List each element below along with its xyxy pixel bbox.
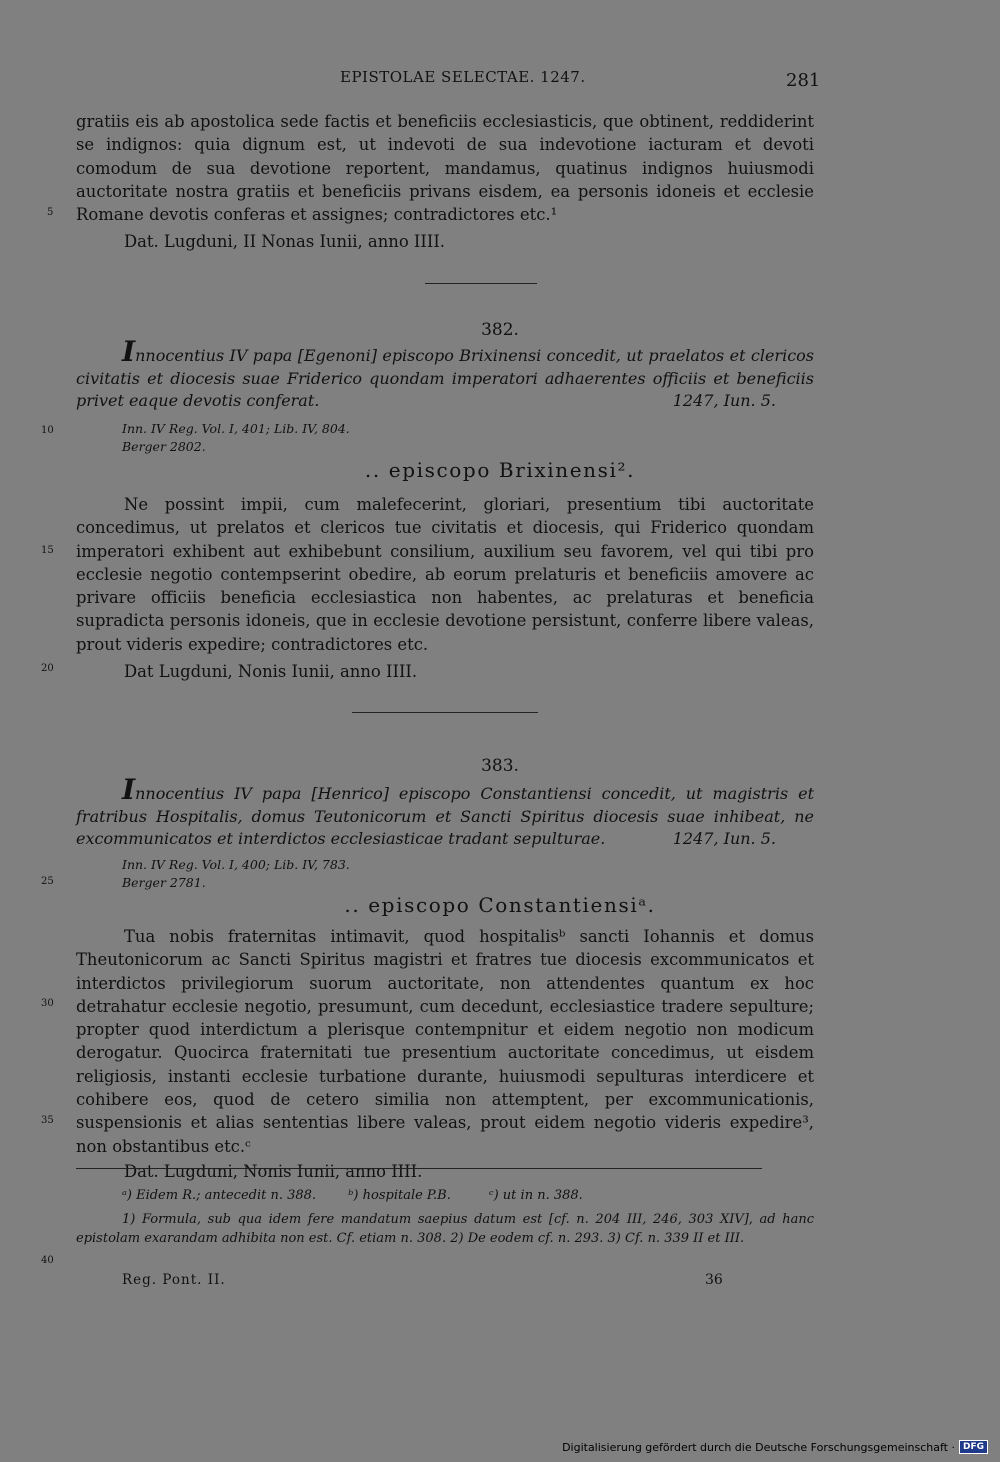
footnote-rule <box>76 1168 762 1169</box>
line-number: 15 <box>41 545 54 556</box>
footnote-a: ᵃ) Eidem R.; antecedit n. 388. <box>122 1188 317 1203</box>
doc-382-sources <box>122 420 350 456</box>
letter-notes <box>122 1186 814 1205</box>
line-number: 10 <box>41 425 54 436</box>
doc-383-number: 383. <box>481 756 519 776</box>
opening-paragraph-block <box>76 110 814 254</box>
doc-382-summary-initial: I <box>122 335 136 368</box>
footnote-b: ᵇ) hospitale P.B. <box>348 1188 451 1203</box>
line-number: 5 <box>47 207 54 218</box>
footnotes <box>76 1186 814 1248</box>
doc-382-summary <box>76 335 814 413</box>
doc-383-body-block <box>76 925 814 1183</box>
doc-383-dating: Dat. Lugduni, Nonis Iunii, anno IIII. <box>124 1161 423 1181</box>
doc-383-summary-initial: I <box>122 773 136 806</box>
footer-signature: 36 <box>705 1272 723 1288</box>
line-number: 25 <box>41 876 54 887</box>
doc-383-body: Tua nobis fraternitas intimavit, quod hospitalisᵇ sancti Iohannis et domus Theutonicorum ac Sancti Spiritus magistri et fratres tue diocesis excommunicatos et interdictos privilegiorum suorum auctoritate, non attendentes quantum ex hoc detrahatur ecclesie negotio, presumunt, cum decedunt, ecclesiastice tradere sepulture; propter quod interdictum a plerisque contempnitur et eidem negotio non modicum derogatur. Quocirca fraternitati tue presentium auctoritate concedimus, ut eisdem religiosis, instanti ecclesie turbatione durante, huiusmodi sepulturas interdicere et cohibere eos, quod de cetero similia non attemptent, per excommunicationis, suspensionis et alias sententias libere valeas, prout eidem negotio videris expedire³, non obstantibus etc.ᶜ <box>76 927 814 1156</box>
separator-rule <box>425 283 537 284</box>
dfg-credit <box>562 1440 988 1454</box>
footnote-c: ᶜ) ut in n. 388. <box>489 1188 583 1203</box>
dfg-logo-icon: DFG <box>959 1440 988 1454</box>
doc-383-summary <box>76 773 814 851</box>
opening-dating: Dat. Lugduni, II Nonas Iunii, anno IIII. <box>124 232 446 252</box>
doc-382-number: 382. <box>481 320 519 340</box>
doc-383-source-berger: Berger 2781. <box>122 875 206 890</box>
doc-383-sources <box>122 856 350 892</box>
line-number: 40 <box>41 1255 54 1266</box>
doc-383-address: .. episcopo Constantiensiᵃ. <box>344 893 656 917</box>
numbered-notes: 1) Formula, sub qua idem fere mandatum saepius datum est [cf. n. 204 III, 246, 303 XIV], ad hanc epistolam exarandam adhibita non est. Cf. etiam n. 308. 2) De eodem cf. n. 293. 3) Cf. n. 339 II et III. <box>76 1212 814 1246</box>
doc-382-summary-text: nnocentius IV papa [Egenoni] episcopo Brixinensi concedit, ut praelatos et clericos civitatis et diocesis suae Friderico quondam imperatori adhaerentes officiis et beneficiis privet eaque devotis conferat. <box>76 346 814 410</box>
doc-382-dating: Dat Lugduni, Nonis Iunii, anno IIII. <box>124 662 418 682</box>
doc-383-source-register: Inn. IV Reg. Vol. I, 400; Lib. IV, 783. <box>122 857 350 872</box>
opening-paragraph: gratiis eis ab apostolica sede factis et beneficiis ecclesiasticis, que obtinent, reddiderint se indignos: quia dignum est, ut indevoti de sua indevotione iacturam et devoti comodum de sua devotione reportent, mandamus, quatinus indignos huiusmodi auctoritate nostra gratiis et beneficiis privans eisdem, ea personis idoneis et ecclesie Romane devotis conferas et assignes; contradictores etc.¹ <box>76 112 814 225</box>
doc-382-source-register: Inn. IV Reg. Vol. I, 401; Lib. IV, 804. <box>122 421 350 436</box>
doc-382-source-berger: Berger 2802. <box>122 439 206 454</box>
doc-383-summary-text: nnocentius IV papa [Henrico] episcopo Constantiensi concedit, ut magistris et fratribus Hospitalis, domus Teutonicorum et Sancti Spiritus diocesis suae inhibeat, ne excommunicatos et interdictos ecclesiasticae tradant sepulturae. <box>76 784 814 848</box>
line-number: 30 <box>41 998 54 1009</box>
line-number: 20 <box>41 663 54 674</box>
footer-series: Reg. Pont. II. <box>122 1272 226 1288</box>
page-number: 281 <box>786 70 821 91</box>
line-number: 35 <box>41 1115 54 1126</box>
doc-383-summary-date: 1247, Iun. 5. <box>672 829 776 848</box>
dfg-credit-text: Digitalisierung gefördert durch die Deutsche Forschungsgemeinschaft · <box>562 1440 955 1454</box>
doc-382-body: Ne possint impii, cum malefecerint, gloriari, presentium tibi auctoritate concedimus, ut prelatos et clericos tue civitatis et diocesis, qui Friderico quondam imperatori exhibent aut exhibebunt consilium, auxilium seu favorem, vel qui tibi pro ecclesie negotio contempserint obedire, ab eorum prelaturis et beneficiis amovere ac privare officiis beneficia ecclesiastica non habentes, ac prelaturas et beneficia supradicta personis idoneis, que in ecclesie devotione persistunt, conferre libere valeas, prout videris expedire; contradictores etc. <box>76 495 814 654</box>
doc-382-summary-date: 1247, Iun. 5. <box>672 391 776 410</box>
separator-rule <box>352 712 538 713</box>
doc-382-address: .. episcopo Brixinensi². <box>364 458 636 482</box>
running-header-title: EPISTOLAE SELECTAE. 1247. <box>340 68 586 86</box>
doc-382-body-block <box>76 493 814 683</box>
